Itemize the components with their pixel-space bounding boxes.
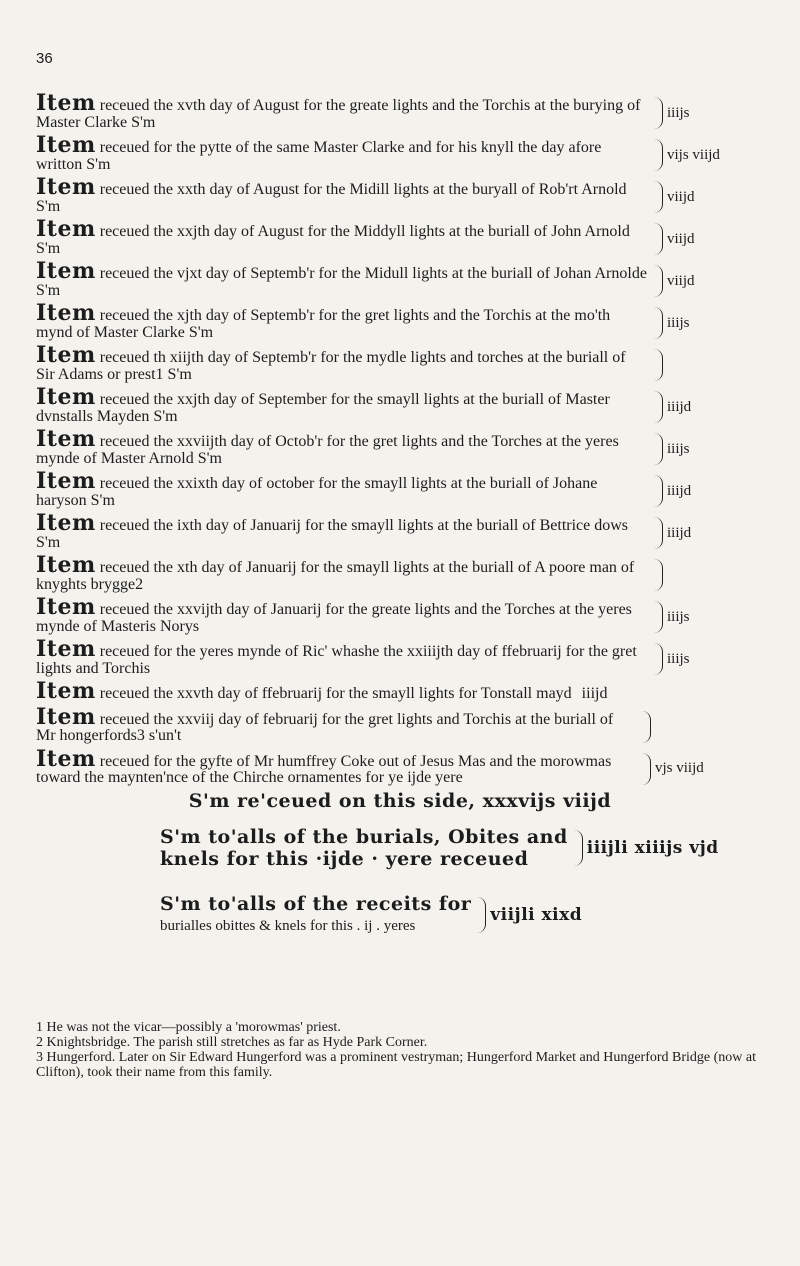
brace	[477, 897, 486, 933]
entry-list	[36, 90, 766, 677]
entry-text: receued th xiijth day of Septemb'r for the mydle lights and torches at the buriall of Sir Adams or prest1 S'm	[36, 349, 626, 383]
footnote: 2 Knightsbridge. The parish still stretches as far as Hyde Park Corner.	[36, 1035, 428, 1050]
entry	[36, 552, 766, 593]
item-word: Item	[36, 468, 96, 494]
entry-text: receued the xjth day of Septemb'r for the gret lights and the Torchis at the mo'th mynd of Master Clarke S'm	[36, 307, 611, 341]
entry-amount: viijd	[667, 188, 695, 205]
summary-this-side: S'm re'ceued on this side, xxxvijs viijd	[188, 790, 612, 812]
entry	[36, 90, 766, 131]
entry	[36, 174, 766, 215]
item-word: Item	[36, 636, 96, 662]
footnote: 1 He was not the vicar—possibly a 'morowmas' priest.	[36, 1020, 341, 1035]
item-word: Item	[36, 552, 96, 578]
entry-amount: iiijd	[667, 524, 692, 541]
footnote: 3 Hungerford. Later on Sir Edward Hungerford was a prominent vestryman; Hungerford Market and Hungerford Bridge (now at Clifton), took their name from this family.	[36, 1050, 757, 1080]
summary-line: S'm to'alls of the burials, Obites and	[160, 826, 568, 848]
brace	[654, 139, 663, 171]
account-entries	[36, 90, 766, 793]
summary-amount: viijli xixd	[490, 905, 583, 925]
item-word: Item	[36, 342, 96, 368]
item-word: Item	[36, 703, 96, 730]
entry-inline	[36, 678, 766, 704]
item-word: Item	[36, 174, 96, 200]
entry	[36, 426, 766, 467]
item-word: Item	[36, 594, 96, 620]
item-word: Item	[36, 745, 96, 772]
entry	[36, 636, 766, 677]
brace	[642, 711, 651, 743]
entry-text: receued the vjxt day of Septemb'r for the Midull lights at the buriall of Johan Arnolde S'm	[36, 265, 647, 299]
item-word: Item	[36, 678, 96, 704]
entry-gyfte	[36, 745, 766, 787]
entry-amount: viijd	[667, 272, 695, 289]
entry-amount: iiijs	[667, 440, 690, 457]
entry-text: receued the xxviijth day of Octob'r for the gret lights and the Torches at the yeres mynde of Master Arnold S'm	[36, 433, 619, 467]
entry-text: receued the ixth day of Januarij for the smayll lights at the buriall of Bettrice dows S'm	[36, 517, 629, 551]
page-number: 36	[36, 50, 53, 67]
entry	[36, 300, 766, 341]
entry-text: receued the xxjth day of September for the smayll lights at the buriall of Master dvnstalls Mayden S'm	[36, 391, 610, 425]
brace	[654, 181, 663, 213]
entry	[36, 384, 766, 425]
entry	[36, 468, 766, 509]
brace	[654, 517, 663, 549]
brace	[654, 559, 663, 591]
summary-totals-burials	[160, 826, 719, 870]
brace	[654, 223, 663, 255]
brace	[574, 830, 583, 866]
entry-amount: iiijs	[667, 314, 690, 331]
item-word: Item	[36, 216, 96, 242]
item-word: Item	[36, 258, 96, 284]
brace	[654, 433, 663, 465]
item-word: Item	[36, 300, 96, 326]
entry-text: receued the xxixth day of october for the smayll lights at the buriall of Johane haryson S'm	[36, 475, 598, 509]
brace	[654, 601, 663, 633]
entry-amount: vijs viijd	[667, 146, 720, 163]
item-word: Item	[36, 510, 96, 536]
brace	[642, 753, 651, 785]
entry-text: receued the xxjth day of August for the Middyll lights at the buriall of John Arnold S'm	[36, 223, 630, 257]
brace	[654, 307, 663, 339]
entry	[36, 594, 766, 635]
item-word: Item	[36, 426, 96, 452]
entry-amount: iiijs	[667, 104, 690, 121]
item-word: Item	[36, 90, 96, 116]
entry	[36, 132, 766, 173]
entry-hongerford	[36, 703, 766, 745]
entry-text: receued the xxvijth day of Januarij for the greate lights and the Torches at the yeres mynde of Masteris Norys	[36, 601, 632, 635]
brace	[654, 349, 663, 381]
entry-amount: iiijd	[581, 685, 608, 702]
brace	[654, 265, 663, 297]
entry-amount: vjs viijd	[655, 760, 704, 776]
entry-text: receued the xth day of Januarij for the smayll lights at the buriall of A poore man of knyghts brygge2	[36, 559, 635, 593]
entry-amount: iiijs	[667, 650, 690, 667]
entry-text: receued the xvth day of August for the greate lights and the Torchis at the burying of Master Clarke S'm	[36, 97, 641, 131]
summary-line: knels for this ·ijde · yere receued	[160, 848, 529, 870]
brace	[654, 475, 663, 507]
entry	[36, 342, 766, 383]
entry-text: receued for the gyfte of Mr humffrey Coke out of Jesus Mas and the morowmas toward the maynten'nce of the Chirche ornamentes for ye ijde yere	[36, 752, 612, 786]
brace	[654, 391, 663, 423]
entry-amount: iiijs	[667, 608, 690, 625]
summary-amount: iiijli xiiijs vjd	[586, 838, 719, 858]
entry-text: receued the xxviij day of februarij for the gret lights and Torchis at the buriall of Mr hongerfords3 s'un't	[36, 710, 614, 744]
summary-totals-receits	[160, 893, 582, 937]
entry-text: receued for the yeres mynde of Ric' whashe the xxiiijth day of ffebruarij for the gret lights and Torchis	[36, 643, 637, 677]
summary-line: S'm to'alls of the receits for	[160, 893, 472, 915]
entry-amount: iiijd	[667, 398, 692, 415]
entry-text: receued for the pytte of the same Master Clarke and for his knyll the day afore writton S'm	[36, 139, 602, 173]
entry	[36, 258, 766, 299]
summary-line: burialles obittes & knels for this . ij . yeres	[160, 918, 416, 934]
entry	[36, 510, 766, 551]
entry-amount: iiijd	[667, 482, 692, 499]
entry	[36, 216, 766, 257]
brace	[654, 643, 663, 675]
item-word: Item	[36, 132, 96, 158]
entry-amount: viijd	[667, 230, 695, 247]
entry-text: receued the xxth day of August for the Midill lights at the buryall of Rob'rt Arnold S'm	[36, 181, 627, 215]
brace	[654, 97, 663, 129]
entry-text: receued the xxvth day of ffebruarij for the smayll lights for Tonstall mayd	[99, 685, 572, 702]
item-word: Item	[36, 384, 96, 410]
footnotes	[36, 1020, 766, 1080]
